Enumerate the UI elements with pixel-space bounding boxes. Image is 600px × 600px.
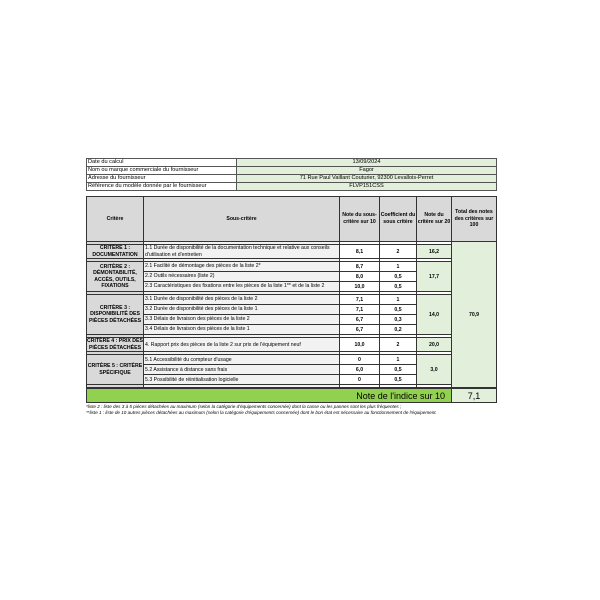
criterion-name: CRITÈRE 3 : DISPONIBILITÉ DES PIÈCES DÉTACHÉES [87, 295, 144, 335]
info-row-reference [87, 183, 497, 191]
criterion-score-20: 20,0 [417, 338, 452, 352]
total-100-cell: 70,9 [452, 242, 497, 388]
sub-criterion-label: 3.3 Délais de livraison des pièces de la liste 2 [144, 315, 340, 325]
criterion-name: CRITÈRE 1 : DOCUMENTATION [87, 245, 144, 259]
header-note-sous-critere: Note du sous-critère sur 10 [340, 197, 380, 242]
sub-criterion-note: 6,0 [340, 365, 380, 375]
sub-criterion-note: 10,0 [340, 282, 380, 292]
info-value: Fagor [237, 167, 497, 175]
sub-criterion-note: 10,0 [340, 338, 380, 352]
info-row-address [87, 175, 497, 183]
header-coefficient: Coefficient du sous critère [380, 197, 417, 242]
sub-criterion-coef: 0,2 [380, 325, 417, 335]
criterion-score-20: 14,0 [417, 295, 452, 335]
sub-criterion-note: 0 [340, 355, 380, 365]
sub-criterion-row [87, 245, 497, 259]
info-label: Adresse du fournisseur [87, 175, 237, 183]
scores-table [86, 196, 497, 388]
final-score-row [87, 389, 497, 403]
sub-criterion-row [87, 355, 497, 365]
sub-criterion-label: 3.1 Durée de disponibilité des pièces de la liste 2 [144, 295, 340, 305]
sub-criterion-coef: 1 [380, 355, 417, 365]
info-value: FLVP151CSS [237, 183, 497, 191]
criterion-score-20: 17,7 [417, 262, 452, 292]
sub-criterion-row [87, 338, 497, 352]
info-row-brand [87, 167, 497, 175]
sub-criterion-label: 3.4 Délais de livraison des pièces de la liste 1 [144, 325, 340, 335]
sub-criterion-note: 7,1 [340, 305, 380, 315]
sub-criterion-note: 8,1 [340, 245, 380, 259]
sub-criterion-label: 3.2 Durée de disponibilité des pièces de la liste 1 [144, 305, 340, 315]
sub-criterion-coef: 0,5 [380, 305, 417, 315]
sub-criterion-coef: 0,3 [380, 315, 417, 325]
sub-criterion-label: 5.3 Possibilité de réinitialisation logicielle [144, 375, 340, 385]
final-score-table [86, 388, 497, 403]
sub-criterion-row [87, 262, 497, 272]
sub-criterion-coef: 1 [380, 295, 417, 305]
sub-criterion-label: 5.1 Accessibilité du compteur d'usage [144, 355, 340, 365]
criterion-name: CRITÈRE 4 : PRIX DES PIÈCES DÉTACHÉES [87, 338, 143, 351]
sub-criterion-note: 7,1 [340, 295, 380, 305]
sub-criterion-coef: 2 [380, 338, 417, 352]
info-value: 71 Rue Paul Vaillant Couturier, 92300 Levallois-Perret [237, 175, 497, 183]
sub-criterion-coef: 0,5 [380, 375, 417, 385]
header-note-critere: Note du critère sur 20 [417, 197, 452, 242]
sub-criterion-label: 1.1 Durée de disponibilité de la documentation technique et relative aux conseils d'utilisation et d'entretien [144, 245, 340, 259]
header-total: Total des notes des critères sur 100 [452, 197, 497, 242]
footnote-list-1: **liste 1 : liste de 10 autres pièces détachées au maximum (selon la catégorie d'équipements concernée) dont le bon état est nécessaire au fonctionnement de l'équipement. [86, 409, 437, 415]
footnote-list-2: *liste 2 : liste des 3 à 5 pièces détachées au maximum (selon la catégorie d'équipements concernée) dont la casse ou les pannes sont les plus fréquentes ; [86, 404, 402, 410]
criterion-name: CRITÈRE 2 : DÉMONTABILITÉ, ACCÈS, OUTILS, FIXATIONS [87, 262, 144, 292]
sub-criterion-coef: 0,5 [380, 365, 417, 375]
header-critere: Critère [87, 197, 144, 242]
sub-criterion-note: 0 [340, 375, 380, 385]
sub-criterion-label: 5.2 Assistance à distance sans frais [144, 365, 340, 375]
info-label: Date du calcul [87, 159, 237, 167]
criterion-score-20: 16,2 [417, 245, 452, 259]
supplier-info-table [86, 158, 497, 191]
final-score-value: 7,1 [452, 389, 497, 403]
info-label: Référence du modèle donnée par le fournisseur [87, 183, 237, 191]
info-value: 13/09/2024 [237, 159, 497, 167]
info-row-date [87, 159, 497, 167]
sub-criterion-note: 6,7 [340, 325, 380, 335]
sub-criterion-coef: 0,5 [380, 272, 417, 282]
final-score-label: Note de l'indice sur 10 [87, 389, 452, 403]
criterion-name: CRITÈRE 5 : CRITÈRE SPÉCIFIQUE [87, 355, 144, 385]
criterion-score-20: 3,0 [417, 355, 452, 385]
repairability-index-sheet [86, 158, 496, 416]
header-sous-critere: Sous-critère [144, 197, 340, 242]
sub-criterion-note: 8,7 [340, 262, 380, 272]
sub-criterion-label: 2.2 Outils nécessaires (liste 2) [144, 272, 340, 282]
sub-criterion-note: 8,0 [340, 272, 380, 282]
scores-header-row [87, 197, 497, 242]
sub-criterion-label: 4. Rapport prix des pièces de la liste 2 sur prix de l'équipement neuf [144, 338, 340, 352]
sub-criterion-label: 2.1 Facilité de démontage des pièces de la liste 2* [144, 262, 340, 272]
sub-criterion-row [87, 295, 497, 305]
sub-criterion-coef: 0,5 [380, 282, 417, 292]
sub-criterion-note: 6,7 [340, 315, 380, 325]
info-label: Nom ou marque commerciale du fournisseur [87, 167, 237, 175]
footnotes [86, 404, 496, 415]
sub-criterion-coef: 1 [380, 262, 417, 272]
sub-criterion-coef: 2 [380, 245, 417, 259]
sub-criterion-label: 2.3 Caractéristiques des fixations entre les pièces de la liste 1** et de la liste 2 [144, 282, 340, 292]
